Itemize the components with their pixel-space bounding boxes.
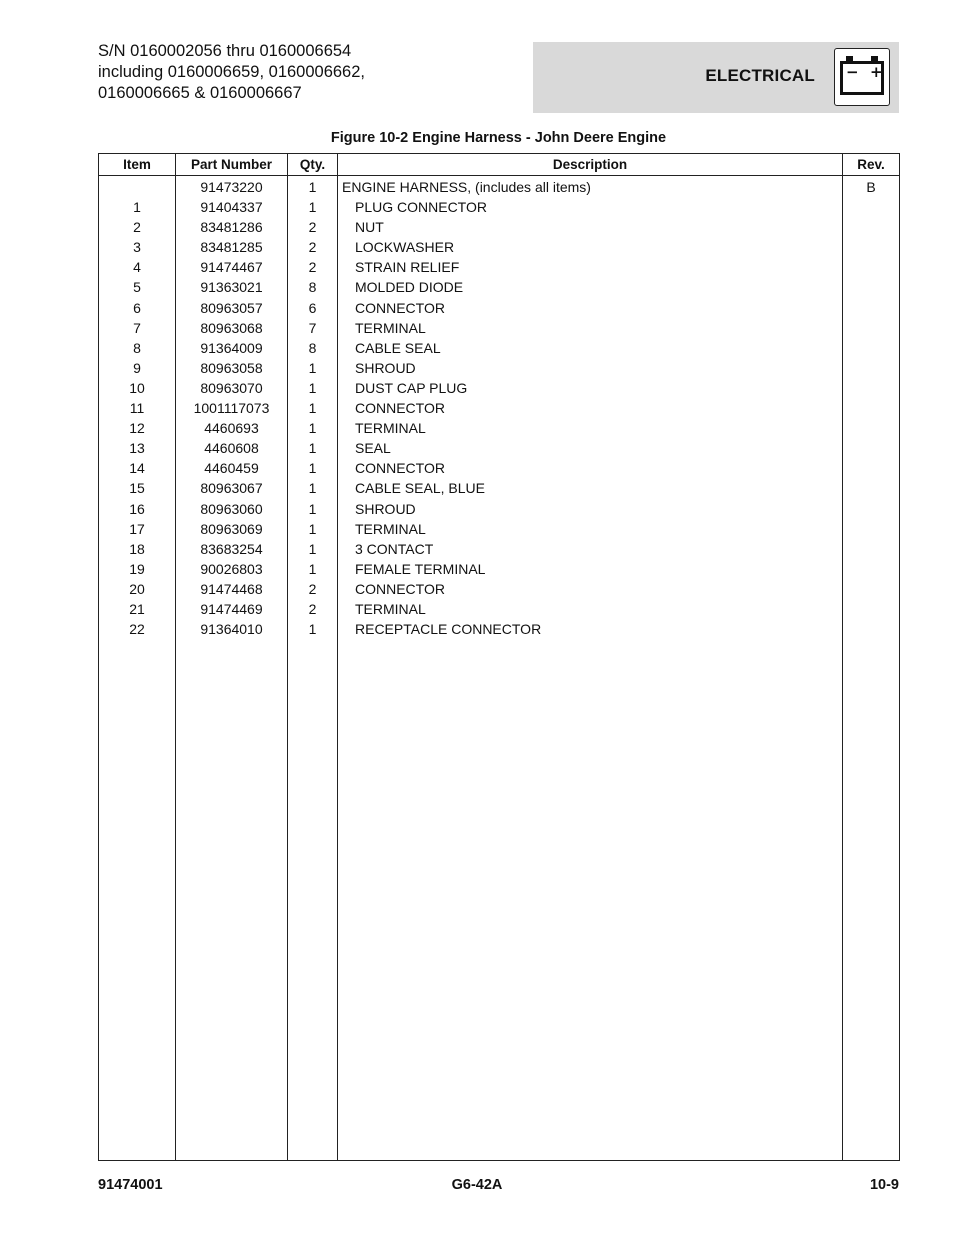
cell-item: 21 [99,599,176,619]
cell-qty: 1 [288,438,338,458]
cell-rev [843,338,900,358]
cell-rev [843,358,900,378]
cell-item: 4 [99,257,176,277]
table-row [99,458,900,478]
cell-description: RECEPTACLE CONNECTOR [338,619,843,639]
cell-description: TERMINAL [338,318,843,338]
cell-part-number: 83481286 [176,217,288,237]
section-title: ELECTRICAL [705,66,815,85]
cell-part-number: 80963068 [176,318,288,338]
cell-part-number: 91474468 [176,579,288,599]
table-row [99,197,900,217]
table-row [99,539,900,559]
cell-rev [843,458,900,478]
cell-description: SHROUD [338,358,843,378]
cell-description: FEMALE TERMINAL [338,559,843,579]
cell-item: 1 [99,197,176,217]
section-header-band [533,42,899,113]
cell-rev [843,298,900,318]
cell-rev [843,318,900,338]
column-header-description: Description [338,154,843,176]
cell-description: CONNECTOR [338,298,843,318]
cell-rev [843,599,900,619]
cell-qty: 2 [288,257,338,277]
cell-qty: 1 [288,378,338,398]
table-row [99,579,900,599]
cell-item: 5 [99,277,176,297]
column-header-rev: Rev. [843,154,900,176]
cell-part-number: 90026803 [176,559,288,579]
table-row [99,217,900,237]
cell-rev [843,217,900,237]
cell-item: 6 [99,298,176,318]
cell-qty: 2 [288,237,338,257]
cell-qty: 8 [288,277,338,297]
serial-line: including 0160006659, 0160006662, [98,63,365,81]
cell-rev [843,277,900,297]
footer-document-number: 91474001 [98,1177,163,1193]
cell-qty: 2 [288,599,338,619]
cell-qty: 7 [288,318,338,338]
footer-page-number: 10-9 [869,1177,899,1193]
cell-description: CABLE SEAL [338,338,843,358]
battery-body [840,61,884,95]
table-row [99,338,900,358]
cell-part-number: 4460608 [176,438,288,458]
cell-description: ENGINE HARNESS, (includes all items) [338,176,843,198]
cell-item: 8 [99,338,176,358]
cell-description: MOLDED DIODE [338,277,843,297]
cell-qty: 1 [288,478,338,498]
filler-cell [288,639,338,1160]
table-filler-row [99,639,900,1160]
cell-description: PLUG CONNECTOR [338,197,843,217]
cell-part-number: 91473220 [176,176,288,198]
table-row [99,519,900,539]
cell-rev [843,519,900,539]
cell-item: 12 [99,418,176,438]
cell-rev [843,237,900,257]
cell-part-number: 4460459 [176,458,288,478]
serial-line: 0160006665 & 0160006667 [98,84,302,102]
cell-rev [843,619,900,639]
cell-part-number: 80963070 [176,378,288,398]
table-row [99,257,900,277]
cell-description: LOCKWASHER [338,237,843,257]
cell-qty: 1 [288,176,338,198]
cell-description: 3 CONTACT [338,539,843,559]
cell-part-number: 91363021 [176,277,288,297]
cell-description: CONNECTOR [338,398,843,418]
cell-qty: 1 [288,559,338,579]
cell-part-number: 91474467 [176,257,288,277]
cell-qty: 1 [288,197,338,217]
cell-qty: 2 [288,217,338,237]
table-row [99,318,900,338]
cell-item: 10 [99,378,176,398]
cell-qty: 1 [288,398,338,418]
cell-qty: 1 [288,458,338,478]
table-row [99,599,900,619]
cell-item: 22 [99,619,176,639]
cell-rev [843,378,900,398]
cell-qty: 8 [288,338,338,358]
cell-part-number: 83481285 [176,237,288,257]
table-header-row [99,154,900,176]
cell-rev [843,499,900,519]
serial-number-block [98,41,365,104]
cell-item: 20 [99,579,176,599]
cell-rev [843,197,900,217]
cell-item: 9 [99,358,176,378]
cell-description: TERMINAL [338,599,843,619]
cell-qty: 1 [288,499,338,519]
cell-part-number: 83683254 [176,539,288,559]
cell-description: TERMINAL [338,519,843,539]
cell-qty: 1 [288,519,338,539]
cell-description: SHROUD [338,499,843,519]
cell-qty: 6 [288,298,338,318]
cell-part-number: 1001117073 [176,398,288,418]
cell-description: SEAL [338,438,843,458]
cell-rev [843,418,900,438]
cell-part-number: 91364010 [176,619,288,639]
cell-rev [843,257,900,277]
column-header-qty: Qty. [288,154,338,176]
table-row [99,619,900,639]
cell-description: CABLE SEAL, BLUE [338,478,843,498]
cell-part-number: 80963067 [176,478,288,498]
cell-item: 2 [99,217,176,237]
cell-item: 18 [99,539,176,559]
cell-rev [843,398,900,418]
cell-item: 7 [99,318,176,338]
cell-description: CONNECTOR [338,458,843,478]
cell-item: 3 [99,237,176,257]
cell-item: 11 [99,398,176,418]
cell-item: 16 [99,499,176,519]
cell-rev [843,539,900,559]
cell-item: 13 [99,438,176,458]
cell-part-number: 80963069 [176,519,288,539]
cell-description: TERMINAL [338,418,843,438]
cell-item: 17 [99,519,176,539]
filler-cell [843,639,900,1160]
cell-qty: 2 [288,579,338,599]
cell-rev: B [843,176,900,198]
cell-part-number: 91404337 [176,197,288,217]
table-row [99,398,900,418]
cell-item [99,176,176,198]
cell-description: CONNECTOR [338,579,843,599]
figure-title: Figure 10-2 Engine Harness - John Deere Engine [330,130,667,146]
table-row [99,237,900,257]
serial-line: S/N 0160002056 thru 0160006654 [98,42,352,60]
cell-item: 15 [99,478,176,498]
cell-part-number: 4460693 [176,418,288,438]
cell-qty: 1 [288,619,338,639]
cell-rev [843,559,900,579]
cell-description: DUST CAP PLUG [338,378,843,398]
cell-item: 19 [99,559,176,579]
filler-cell [338,639,843,1160]
table-row [99,298,900,318]
battery-icon [834,48,890,106]
cell-part-number: 80963058 [176,358,288,378]
cell-qty: 1 [288,358,338,378]
table-row [99,418,900,438]
cell-part-number: 80963057 [176,298,288,318]
table-row [99,478,900,498]
footer-model: G6-42A [451,1177,503,1193]
table-row [99,176,900,198]
cell-rev [843,438,900,458]
cell-qty: 1 [288,539,338,559]
cell-qty: 1 [288,418,338,438]
filler-cell [99,639,176,1160]
table-body [99,176,900,1161]
cell-item: 14 [99,458,176,478]
cell-rev [843,579,900,599]
cell-description: STRAIN RELIEF [338,257,843,277]
minus-icon: − [846,63,859,81]
table-row [99,438,900,458]
table-row [99,358,900,378]
cell-description: NUT [338,217,843,237]
cell-part-number: 80963060 [176,499,288,519]
table-row [99,559,900,579]
table-row [99,378,900,398]
table-row [99,499,900,519]
filler-cell [176,639,288,1160]
parts-table [98,153,900,1161]
table-row [99,277,900,297]
column-header-item: Item [99,154,176,176]
cell-part-number: 91474469 [176,599,288,619]
plus-icon: + [870,63,883,81]
cell-rev [843,478,900,498]
column-header-part-number: Part Number [176,154,288,176]
cell-part-number: 91364009 [176,338,288,358]
